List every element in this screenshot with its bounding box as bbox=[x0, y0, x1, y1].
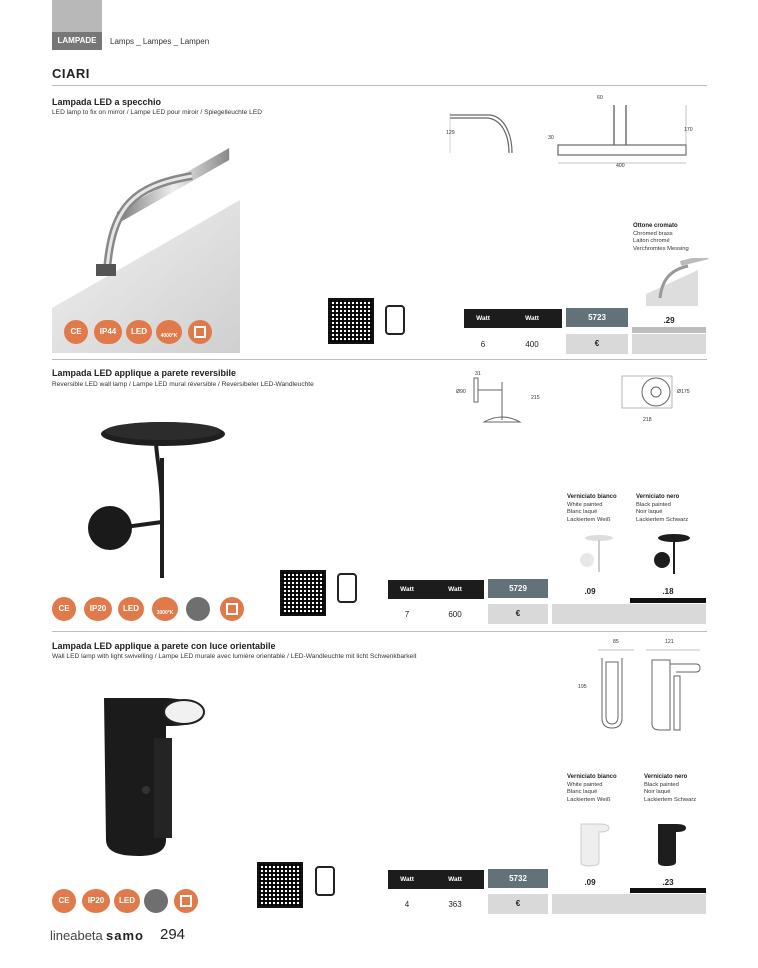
dimension-label: 129 bbox=[446, 130, 455, 136]
dimension-label: 60 bbox=[597, 95, 603, 101]
color-temp-badge: 4000°K bbox=[156, 320, 182, 344]
ce-icon: CE bbox=[52, 889, 76, 913]
class-icon bbox=[220, 597, 244, 621]
finish-name: Verniciato bianco bbox=[567, 494, 617, 500]
finish-description: Ottone cromato Chromed brass Laiton chromé Verchromtes Messing bbox=[633, 223, 689, 252]
price-cell: € bbox=[488, 894, 548, 914]
finish-swatch-image bbox=[648, 532, 692, 576]
divider bbox=[52, 359, 707, 360]
watt-value: 6 bbox=[480, 340, 486, 349]
technical-drawing bbox=[590, 642, 710, 734]
product-code: 5732 bbox=[488, 869, 548, 888]
finish-color-bar bbox=[630, 598, 706, 603]
smartphone-icon bbox=[337, 573, 357, 603]
finish-color-bar bbox=[552, 598, 628, 603]
finish-code: .09 bbox=[552, 582, 628, 596]
product-title: Lampada LED a specchio bbox=[52, 97, 162, 107]
qr-code-icon[interactable] bbox=[328, 298, 374, 344]
dimension-label: 195 bbox=[578, 684, 587, 690]
finish-color-bar bbox=[552, 888, 628, 893]
table-header-watt: Watt bbox=[388, 580, 426, 599]
finish-code: .23 bbox=[630, 873, 706, 887]
dimension-label: 400 bbox=[616, 163, 625, 169]
dimension-label: 31 bbox=[475, 371, 481, 377]
finish-swatch-image bbox=[640, 258, 710, 306]
finish-name: Ottone cromato bbox=[633, 223, 678, 229]
finish-color-bar bbox=[630, 888, 706, 893]
smartphone-icon bbox=[385, 305, 405, 335]
dimension-label: 170 bbox=[684, 127, 693, 133]
footer-brand: lineabeta bbox=[50, 928, 103, 943]
product-subtitle: Reversible LED wall lamp / Lampe LED mural réversible / Reversibeler LED-Wandleuchte bbox=[52, 381, 314, 388]
smartphone-icon bbox=[315, 866, 335, 896]
lumen-value: 400 bbox=[525, 340, 539, 349]
adjustable-light-icon bbox=[186, 597, 210, 621]
finish-name: Verniciato nero bbox=[636, 494, 680, 500]
table-header-lumen: Watt bbox=[502, 309, 562, 328]
led-badge: LED bbox=[114, 889, 140, 913]
watt-value: 4 bbox=[404, 900, 410, 909]
divider bbox=[52, 85, 707, 86]
watt-value: 7 bbox=[404, 610, 410, 619]
product-code: 5723 bbox=[566, 308, 628, 327]
qr-code-icon[interactable] bbox=[280, 570, 326, 616]
ip-rating-badge: IP20 bbox=[82, 889, 110, 913]
product-title: Lampada LED applique a parete con luce orientabile bbox=[52, 641, 276, 651]
color-temp-badge: 3000°K bbox=[152, 597, 178, 621]
lumen-value: 363 bbox=[448, 900, 462, 909]
finish-name: Verniciato nero bbox=[644, 774, 688, 780]
finish-color-bar bbox=[632, 327, 706, 333]
product-photo bbox=[96, 690, 211, 860]
family-title: CIARI bbox=[52, 66, 90, 81]
dimension-label: 85 bbox=[613, 639, 619, 645]
table-header-lumen: Watt bbox=[426, 580, 484, 599]
qr-code-icon[interactable] bbox=[257, 862, 303, 908]
dimension-label: 215 bbox=[531, 395, 540, 401]
finish-swatch-image bbox=[575, 818, 615, 868]
section-tab: LAMPADE bbox=[52, 32, 102, 50]
header-tab-bar bbox=[52, 0, 102, 32]
finish-description: Verniciato bianco White painted Blanc laqué Lackiertem Weiß bbox=[567, 494, 617, 523]
page-number: 294 bbox=[160, 926, 186, 943]
product-subtitle: Wall LED lamp with light swivelling / Lampe LED murale avec lumière orientable / LED-Wandleuchte mit licht Schwenkbarkeit bbox=[52, 653, 417, 660]
product-subtitle: LED lamp to fix on mirror / Lampe LED pour miroir / Spiegelleuchte LED bbox=[52, 109, 262, 116]
finish-description: Verniciato nero Black painted Noir laqué Lackiertem Schwarz bbox=[636, 494, 689, 523]
product-photo bbox=[78, 418, 228, 580]
dimension-label: Ø90 bbox=[456, 389, 466, 395]
dimension-label: 30 bbox=[548, 135, 554, 141]
led-badge: LED bbox=[118, 597, 144, 621]
price-cell-empty bbox=[552, 894, 706, 914]
product-code: 5729 bbox=[488, 579, 548, 598]
finish-swatch-image bbox=[652, 818, 692, 868]
lumen-value: 600 bbox=[448, 610, 462, 619]
product-title: Lampada LED applique a parete reversibile bbox=[52, 368, 237, 378]
price-cell: € bbox=[488, 604, 548, 624]
finish-description: Verniciato nero Black painted Noir laqué Lackiertem Schwarz bbox=[644, 774, 697, 803]
footer-brand-logo: samo bbox=[106, 928, 144, 943]
technical-drawing bbox=[440, 95, 700, 175]
dimension-label: 218 bbox=[643, 417, 652, 423]
led-badge: LED bbox=[126, 320, 152, 344]
finish-code: .29 bbox=[632, 311, 706, 327]
dimension-label: 121 bbox=[665, 639, 674, 645]
ip-rating-badge: IP44 bbox=[94, 320, 122, 344]
finish-description: Verniciato bianco White painted Blanc laqué Lackiertem Weiß bbox=[567, 774, 617, 803]
table-header-watt: Watt bbox=[388, 870, 426, 889]
class-icon bbox=[174, 889, 198, 913]
class-icon bbox=[188, 320, 212, 344]
technical-drawing bbox=[466, 372, 706, 432]
ce-icon: CE bbox=[52, 597, 76, 621]
price-cell: € bbox=[566, 334, 628, 354]
ip-rating-badge: IP20 bbox=[84, 597, 112, 621]
adjustable-light-icon bbox=[144, 889, 168, 913]
price-cell-empty bbox=[552, 604, 706, 624]
divider bbox=[52, 631, 707, 632]
finish-code: .18 bbox=[630, 582, 706, 596]
ce-icon: CE bbox=[64, 320, 88, 344]
price-cell-empty bbox=[632, 334, 706, 354]
finish-code: .09 bbox=[552, 873, 628, 887]
dimension-label: Ø175 bbox=[677, 389, 690, 395]
finish-name: Verniciato bianco bbox=[567, 774, 617, 780]
table-header-lumen: Watt bbox=[426, 870, 484, 889]
table-header-watt: Watt bbox=[464, 309, 502, 328]
finish-swatch-image bbox=[575, 532, 615, 576]
breadcrumb: Lamps _ Lampes _ Lampen bbox=[110, 37, 210, 46]
